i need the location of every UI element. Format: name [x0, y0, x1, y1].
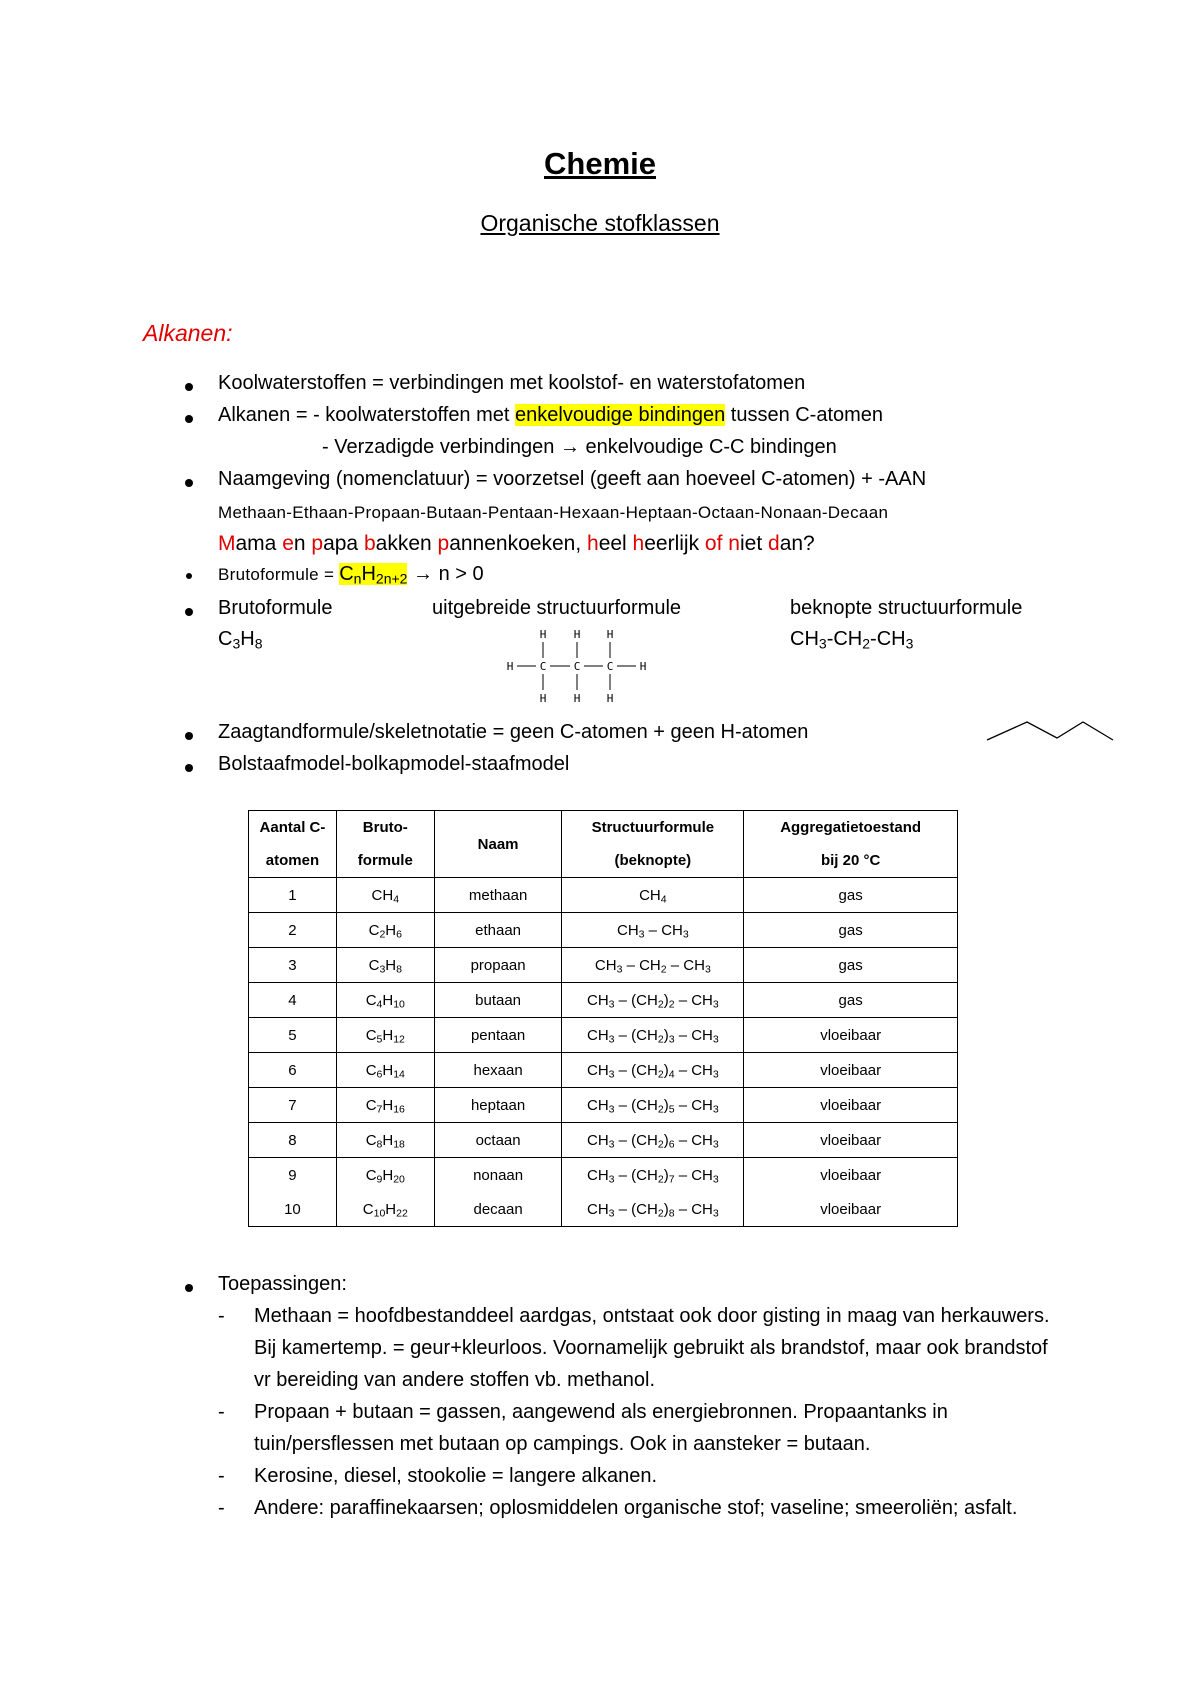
atom-c: C — [539, 660, 547, 673]
table-row — [249, 913, 958, 948]
subscript: 10 — [373, 1207, 386, 1220]
atom-h: H — [573, 628, 581, 641]
arrow-right-icon: → — [413, 563, 434, 585]
subscript: 6 — [376, 1068, 383, 1081]
text: bij 20 °C — [820, 852, 881, 869]
general-formula — [339, 563, 407, 585]
mnemonic-line — [218, 532, 815, 556]
mnemonic-initial: d — [768, 532, 780, 555]
mnemonic-initial: p — [311, 532, 324, 555]
cell-structuur: $CH_3 - (CH_2)_4 - CH_3$ — [562, 1053, 744, 1088]
alkanen-line2 — [322, 436, 837, 459]
subscript: 3 — [608, 1068, 615, 1081]
alkanes-table — [248, 810, 958, 1227]
cell-structuur: $CH_3 - (CH_2)_7 - CH_3$ — [562, 1158, 744, 1193]
dash-marker: - — [218, 1465, 225, 1487]
text: 2n+2 — [375, 570, 408, 587]
subscript: 18 — [393, 1138, 405, 1151]
text: Structuurformule — [591, 819, 715, 836]
bullet-naamgeving: Naamgeving (nomenclatuur) = voorzetsel (geeft aan hoeveel C-atomen) + -AAN — [218, 468, 927, 490]
alkane-names-line: Methaan-Ethaan-Propaan-Butaan-Pentaan-Hexaan-Heptaan-Octaan-Nonaan-Decaan — [218, 503, 889, 522]
table-row — [249, 948, 958, 983]
table-row — [249, 1018, 958, 1053]
subscript: 10 — [393, 998, 405, 1011]
bullet-toepassingen: Toepassingen: — [218, 1273, 347, 1295]
cell-aantal: 3 — [249, 948, 337, 983]
mnemonic-initial: o — [704, 532, 717, 555]
bullet-brutoformule — [218, 563, 484, 586]
bullet-icon — [185, 608, 193, 616]
subscript: 2 — [657, 1068, 664, 1081]
th-naam — [434, 811, 562, 878]
cell-naam: pentaan — [434, 1018, 562, 1053]
cell-aggregatie: gas — [744, 948, 958, 983]
text: Naam — [477, 835, 519, 853]
atom-h: H — [606, 628, 614, 641]
subscript: 3 — [712, 1138, 719, 1151]
subscript: 3 — [608, 1173, 615, 1186]
table-row — [249, 1053, 958, 1088]
cell-bruto: $C_4H_{10}$ — [336, 983, 434, 1018]
cell-structuur: $CH_3 - (CH_2)_6 - CH_3$ — [562, 1123, 744, 1158]
bullet-alkanen — [218, 404, 883, 427]
subscript: 22 — [396, 1207, 408, 1220]
subscript: 9 — [376, 1173, 383, 1186]
table-row — [249, 1158, 958, 1193]
subscript: 6 — [668, 1138, 675, 1151]
subscript: 3 — [712, 1103, 719, 1116]
subscript: 12 — [393, 1033, 405, 1046]
text: n > 0 — [433, 563, 484, 585]
bullet-icon — [185, 383, 193, 391]
table-row — [249, 878, 958, 913]
table-row — [249, 1123, 958, 1158]
cell-bruto: $C_7H_{16}$ — [336, 1088, 434, 1123]
mnemonic-initial: e — [282, 532, 294, 555]
cell-aantal: 6 — [249, 1053, 337, 1088]
example-beknopt: $CH_3-CH_2-CH_3$ — [790, 628, 914, 652]
cell-naam: hexaan — [434, 1053, 562, 1088]
subscript: 6 — [396, 928, 402, 941]
cell-structuur: $CH_3 - (CH_2)_8 - CH_3$ — [562, 1192, 744, 1227]
subscript: 4 — [393, 893, 400, 906]
subscript: 7 — [668, 1173, 675, 1186]
cell-naam: nonaan — [434, 1158, 562, 1193]
th-structuur — [562, 811, 744, 878]
text: (beknopte) — [614, 852, 692, 869]
col-header-uitgebreide: uitgebreide structuurformule — [432, 597, 682, 619]
mnemonic-initial: M — [218, 532, 236, 555]
application-kerosine: Kerosine, diesel, stookolie = langere alkanen. — [254, 1465, 658, 1487]
arrow-right-icon: → — [559, 436, 580, 458]
cell-structuur: $CH_3 - (CH_2)_3 - CH_3$ — [562, 1018, 744, 1053]
cell-aggregatie: vloeibaar — [744, 1053, 958, 1088]
cell-aggregatie: vloeibaar — [744, 1192, 958, 1227]
subscript: 3 — [704, 963, 711, 976]
subscript: 3 — [608, 1138, 615, 1151]
subscript: 8 — [396, 963, 402, 976]
subscript: 2 — [657, 1033, 664, 1046]
cell-aantal: 4 — [249, 983, 337, 1018]
atom-h: H — [573, 692, 581, 705]
application-andere: Andere: paraffinekaarsen; oplosmiddelen organische stof; vaseline; smeeroliën; asfalt. — [254, 1497, 1018, 1519]
cell-naam: propaan — [434, 948, 562, 983]
subscript: 2 — [657, 998, 664, 1011]
cell-aantal: 7 — [249, 1088, 337, 1123]
bullet-models: Bolstaafmodel-bolkapmodel-staafmodel — [218, 753, 570, 775]
subscript: 3 — [712, 1068, 719, 1081]
mnemonic-text: iet — [739, 532, 768, 555]
subscript: 3 — [818, 635, 827, 652]
col-header-brutoformule: Brutoformule — [218, 597, 333, 619]
subscript: 3 — [616, 963, 623, 976]
mnemonic-initial: h — [632, 532, 645, 555]
atom-c: C — [606, 660, 614, 673]
subscript: 4 — [376, 998, 383, 1011]
th-aantal — [249, 811, 337, 878]
subscript: 2 — [668, 998, 675, 1011]
cell-aantal: 5 — [249, 1018, 337, 1053]
cell-naam: decaan — [434, 1192, 562, 1227]
mnemonic-initial: p — [437, 532, 450, 555]
table-header-row — [249, 811, 958, 878]
cell-naam: methaan — [434, 878, 562, 913]
subscript: 3 — [232, 635, 241, 652]
dash-marker: - — [218, 1305, 225, 1327]
cell-aggregatie: gas — [744, 878, 958, 913]
mnemonic-text: akken — [375, 532, 438, 555]
text: Alkanen = - koolwaterstoffen met — [218, 404, 516, 426]
bullet-icon — [185, 732, 193, 740]
dash-marker: - — [218, 1497, 225, 1519]
text: Brutoformule = — [218, 565, 340, 584]
subscript: 3 — [712, 1173, 719, 1186]
subscript: 3 — [682, 928, 689, 941]
text: enkelvoudige C-C bindingen — [579, 436, 837, 458]
subscript: 3 — [379, 963, 386, 976]
mnemonic-text: apa — [323, 532, 364, 555]
subscript: 2 — [660, 963, 667, 976]
mnemonic-initial: b — [363, 532, 376, 555]
cell-aggregatie: vloeibaar — [744, 1123, 958, 1158]
mnemonic-text: an? — [779, 532, 815, 555]
subscript: 4 — [660, 893, 667, 906]
subscript: 8 — [254, 635, 263, 652]
mnemonic-initial: n — [728, 532, 740, 555]
cell-bruto: $C_6H_{14}$ — [336, 1053, 434, 1088]
atom-h: H — [506, 660, 514, 673]
bullet-icon — [186, 573, 192, 579]
cell-aggregatie: vloeibaar — [744, 1158, 958, 1193]
subscript: 3 — [905, 635, 914, 652]
subscript: 3 — [668, 1033, 675, 1046]
subscript: 5 — [376, 1033, 383, 1046]
subscript: 2 — [657, 1173, 664, 1186]
subscript: 8 — [668, 1207, 675, 1220]
bullet-icon — [185, 1284, 193, 1292]
col-header-beknopte: beknopte structuurformule — [790, 597, 1023, 619]
cell-aantal: 9 — [249, 1158, 337, 1193]
subscript: 3 — [712, 1033, 719, 1046]
subscript: 3 — [608, 1103, 615, 1116]
cell-naam: ethaan — [434, 913, 562, 948]
mnemonic-text: ama — [235, 532, 283, 555]
application-methaan: Methaan = hoofdbestanddeel aardgas, ontstaat ook door gisting in maag van herkauwers. Bij kamertemp. = geur+kleurloos. Voornamelijk gebruikt als brandstof, maar ook brandstof vr bereiding van andere stoffen vb. methanol. — [254, 1305, 1050, 1391]
dash-marker: - — [218, 1401, 225, 1423]
subscript: 3 — [712, 1207, 719, 1220]
subscript: 14 — [393, 1068, 405, 1081]
subscript: 4 — [668, 1068, 675, 1081]
subscript: 2 — [657, 1207, 664, 1220]
bullet-icon — [185, 764, 193, 772]
mnemonic-text: n — [293, 532, 312, 555]
th-bruto — [336, 811, 434, 878]
atom-c: C — [573, 660, 581, 673]
mnemonic-text: annenkoeken, — [449, 532, 587, 555]
atom-h: H — [639, 660, 647, 673]
page-subtitle: Organische stofklassen — [480, 210, 720, 236]
cell-structuur: $CH_4$ — [562, 878, 744, 913]
table-row — [249, 983, 958, 1018]
subscript: 20 — [393, 1173, 405, 1186]
text: C — [339, 563, 354, 585]
table-row — [249, 1192, 958, 1227]
cell-structuur: $CH_3 - (CH_2)_5 - CH_3$ — [562, 1088, 744, 1123]
cell-bruto: $C_2H_6$ — [336, 913, 434, 948]
bullet-zaagtand: Zaagtandformule/skeletnotatie = geen C-atomen + geen H-atomen — [218, 721, 809, 743]
subscript: 2 — [657, 1103, 664, 1116]
text: H — [361, 563, 376, 585]
atom-h: H — [606, 692, 614, 705]
text: atomen — [265, 852, 320, 869]
mnemonic-initial: h — [587, 532, 599, 555]
cell-aggregatie: gas — [744, 913, 958, 948]
cell-naam: heptaan — [434, 1088, 562, 1123]
bullet-icon — [185, 415, 193, 423]
cell-aggregatie: vloeibaar — [744, 1088, 958, 1123]
mnemonic-initial: f — [716, 532, 723, 555]
section-heading: Alkanen: — [143, 320, 233, 346]
cell-aggregatie: gas — [744, 983, 958, 1018]
subscript: 2 — [862, 635, 871, 652]
cell-bruto: $C_9H_{20}$ — [336, 1158, 434, 1193]
cell-structuur: $CH_3 - CH_2 - CH_3$ — [562, 948, 744, 983]
cell-bruto: $C_3H_8$ — [336, 948, 434, 983]
subscript: 3 — [608, 1033, 615, 1046]
subscript: 3 — [608, 1207, 615, 1220]
highlight-enkelvoudige-bindingen: enkelvoudige bindingen — [515, 404, 726, 426]
atom-h: H — [539, 692, 547, 705]
atom-h: H — [539, 628, 547, 641]
propane-structure-diagram — [500, 628, 660, 708]
subscript: 16 — [393, 1103, 405, 1116]
cell-bruto: $CH_4$ — [336, 878, 434, 913]
cell-aantal: 1 — [249, 878, 337, 913]
bullet-koolwaterstoffen: Koolwaterstoffen = verbindingen met koolstof- en waterstofatomen — [218, 372, 806, 394]
table-row — [249, 1088, 958, 1123]
text: - Verzadigde verbindingen — [322, 436, 560, 458]
cell-bruto: $C_{10}H_{22}$ — [336, 1192, 434, 1227]
cell-bruto: $C_5H_{12}$ — [336, 1018, 434, 1053]
subscript: 2 — [657, 1138, 664, 1151]
th-aggregatie — [744, 811, 958, 878]
subscript: 2 — [379, 928, 386, 941]
subscript: 7 — [376, 1103, 383, 1116]
cell-structuur: $CH_3 - CH_3$ — [562, 913, 744, 948]
subscript: 3 — [608, 998, 615, 1011]
text: formule — [357, 852, 413, 869]
cell-aantal: 8 — [249, 1123, 337, 1158]
page-title: Chemie — [544, 146, 656, 181]
subscript: 8 — [376, 1138, 383, 1151]
subscript: 3 — [638, 928, 645, 941]
text: tussen C-atomen — [725, 404, 884, 426]
subscript: 5 — [668, 1103, 675, 1116]
cell-aantal: 10 — [249, 1192, 337, 1227]
mnemonic-text: eel — [598, 532, 633, 555]
cell-naam: butaan — [434, 983, 562, 1018]
cell-aggregatie: vloeibaar — [744, 1018, 958, 1053]
skeletal-formula-zigzag — [985, 718, 1115, 744]
cell-naam: octaan — [434, 1123, 562, 1158]
text: Bruto- — [362, 819, 408, 836]
cell-bruto: $C_8H_{18}$ — [336, 1123, 434, 1158]
mnemonic-text: eerlijk — [644, 532, 705, 555]
cell-structuur: $CH_3 - (CH_2)_2 - CH_3$ — [562, 983, 744, 1018]
example-bruto: $C_3H_8$ — [218, 628, 263, 652]
cell-aantal: 2 — [249, 913, 337, 948]
bullet-icon — [185, 479, 193, 487]
application-propaan: Propaan + butaan = gassen, aangewend als energiebronnen. Propaantanks in tuin/persflessen met butaan op campings. Ook in aansteker = butaan. — [254, 1401, 948, 1455]
subscript: 3 — [712, 998, 719, 1011]
text: Aantal C- — [259, 819, 326, 836]
text: n — [353, 570, 362, 587]
text: Aggregatietoestand — [780, 819, 922, 836]
